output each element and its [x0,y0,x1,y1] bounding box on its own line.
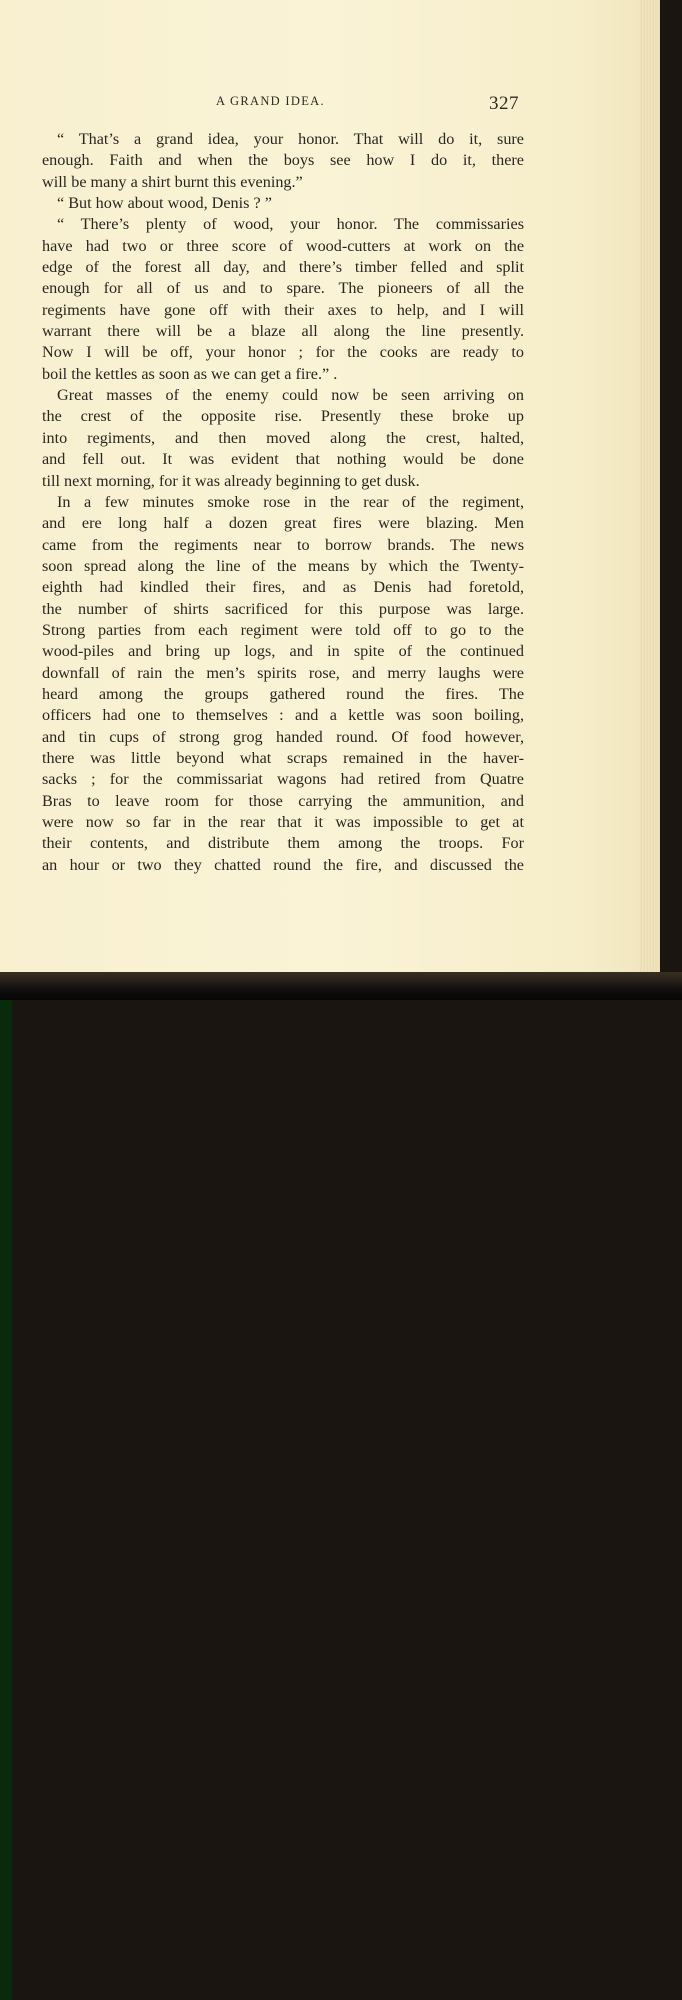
text-line: heard among the groups gathered round the fires. The [42,684,524,703]
text-line: officers had one to themselves : and a kettle was soon boiling, [42,706,524,725]
text-line: boil the kettles as soon as we can get a fire.” . [42,364,338,383]
text-line: In a few minutes smoke rose in the rear of the regiment, [57,492,524,511]
text-line: an hour or two they chatted round the fire, and discussed the [42,855,524,874]
text-line: regiments have gone off with their axes to help, and I will [42,300,524,319]
body-text [42,129,524,876]
text-line: will be many a shirt burnt this evening.” [42,172,303,191]
text-line: wood-piles and bring up logs, and in spite of the continued [42,642,524,661]
page-number: 327 [489,93,519,114]
text-line: eighth had kindled their fires, and as Denis had foretold, [42,578,524,597]
text-line: “ That’s a grand idea, your honor. That will do it, sure [57,130,524,148]
text-line: Bras to leave room for those carrying the ammunition, and [42,791,524,810]
book-cover-shadow [0,1000,12,2000]
bottom-shadow [0,972,682,1000]
text-line: into regiments, and then moved along the crest, halted, [42,428,524,447]
running-head: A GRAND IDEA. [216,94,325,108]
text-line: enough for all of us and to spare. The pioneers of all the [42,279,524,298]
text-line: Strong parties from each regiment were told off to go to the [42,620,524,639]
text-line: have had two or three score of wood-cutters at work on the [42,236,524,255]
text-line: there was little beyond what scraps remained in the haver- [42,748,524,767]
text-line: the crest of the opposite rise. Presently these broke up [42,407,524,426]
text-line: “ There’s plenty of wood, your honor. The commissaries [57,215,524,234]
text-line: came from the regiments near to borrow brands. The news [42,535,524,554]
text-line: and tin cups of strong grog handed round. Of food however, [42,727,524,746]
text-line: till next morning, for it was already beginning to get dusk. [42,471,420,490]
text-line: enough. Faith and when the boys see how I do it, there [42,151,524,170]
text-line: edge of the forest all day, and there’s timber felled and split [42,258,524,277]
text-line: warrant there will be a blaze all along the line presently. [42,322,524,341]
text-line: Great masses of the enemy could now be seen arriving on [57,386,524,405]
book-page [0,0,660,972]
text-line: the number of shirts sacrificed for this purpose was large. [42,599,524,618]
text-line: and fell out. It was evident that nothing would be done [42,450,524,469]
text-line: Now I will be off, your honor ; for the cooks are ready to [42,343,524,362]
text-line: downfall of rain the men’s spirits rose, and merry laughs were [42,663,524,682]
page-header [0,93,640,115]
page-edges [640,0,660,972]
text-line: “ But how about wood, Denis ? ” [57,194,272,213]
text-line: were now so far in the rear that it was impossible to get at [42,813,524,831]
text-line: and ere long half a dozen great fires were blazing. Men [42,514,524,533]
text-line: soon spread along the line of the means by which the Twenty- [42,556,524,575]
text-line: sacks ; for the commissariat wagons had retired from Quatre [42,770,524,789]
text-line: their contents, and distribute them among the troops. For [42,834,524,853]
